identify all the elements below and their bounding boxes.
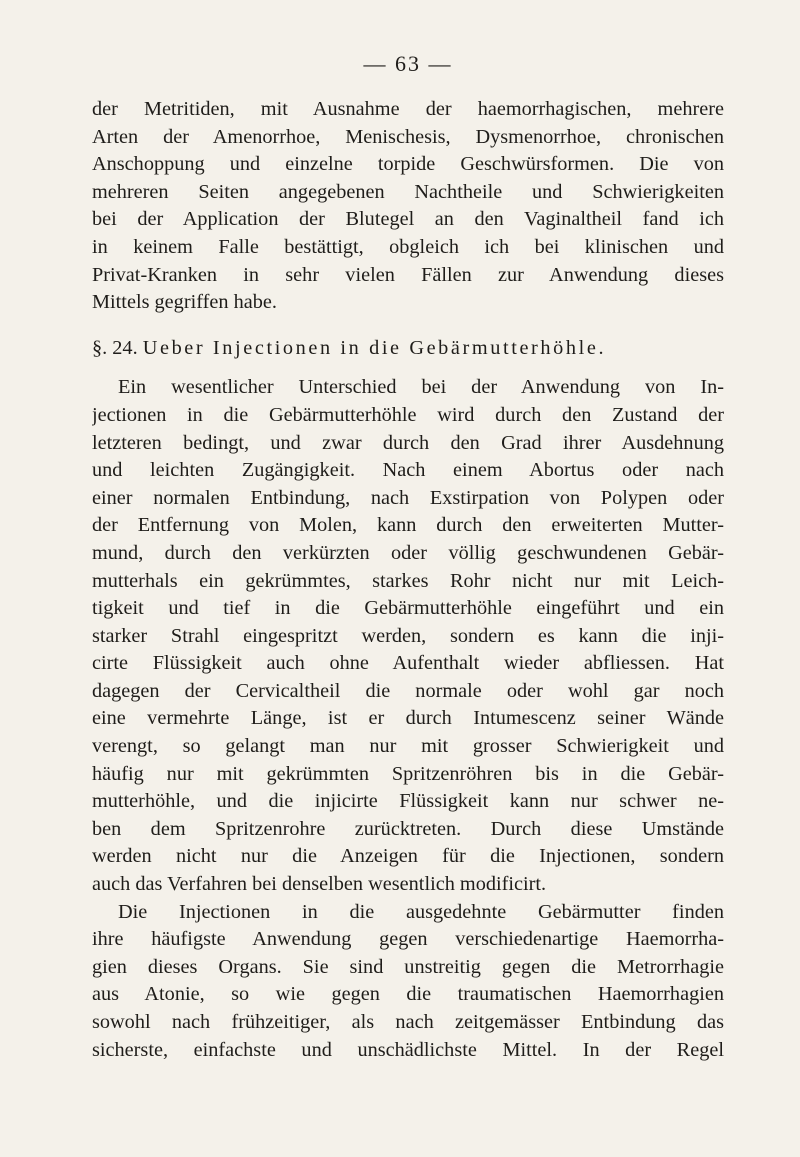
text-line: Ein wesentlicher Unterschied bei der Anwendung von In- <box>118 376 724 399</box>
text-line: dagegen der Cervicaltheil die normale oder wohl gar noch <box>92 679 724 702</box>
text-line: gien dieses Organs. Sie sind unstreitig gegen die Metrorrhagie <box>92 955 724 978</box>
section-title: Ueber Injectionen in die Gebärmutterhöhle. <box>142 336 607 359</box>
text-line: werden nicht nur die Anzeigen für die Injectionen, sondern <box>92 845 724 868</box>
text-line: Privat-Kranken in sehr vielen Fällen zur Anwendung dieses <box>92 263 724 286</box>
book-page <box>92 50 724 1064</box>
page-text <box>92 96 724 1064</box>
text-line: ben dem Spritzenrohre zurücktreten. Durch diese Umstände <box>92 817 724 840</box>
page-number: — 63 — <box>363 51 453 76</box>
text-line: mutterhals ein gekrümmtes, starkes Rohr nicht nur mit Leich- <box>92 569 724 592</box>
paragraph-1 <box>92 96 724 317</box>
section-heading <box>92 335 724 363</box>
text-line: jectionen in die Gebärmutterhöhle wird durch den Zustand der <box>92 403 724 426</box>
text-line: der Entfernung von Molen, kann durch den erweiterten Mutter- <box>92 514 724 537</box>
text-line: letzteren bedingt, und zwar durch den Grad ihrer Ausdehnung <box>92 431 724 454</box>
text-line: Die Injectionen in die ausgedehnte Gebärmutter finden <box>118 900 724 923</box>
paragraph-2 <box>92 374 724 898</box>
text-line: Arten der Amenorrhoe, Menischesis, Dysmenorrhoe, chronischen <box>92 125 724 148</box>
text-line: einer normalen Entbindung, nach Exstirpation von Polypen oder <box>92 486 724 509</box>
text-line: sicherste, einfachste und unschädlichste Mittel. In der Regel <box>92 1038 724 1061</box>
text-line: starker Strahl eingespritzt werden, sondern es kann die inji- <box>92 624 724 647</box>
text-line: in keinem Falle bestättigt, obgleich ich bei klinischen und <box>92 235 724 258</box>
text-line: auch das Verfahren bei denselben wesentlich modificirt. <box>92 873 547 896</box>
text-line: mund, durch den verkürzten oder völlig geschwundenen Gebär- <box>92 541 724 564</box>
text-line: bei der Application der Blutegel an den Vaginaltheil fand ich <box>92 208 724 231</box>
text-line: Mittels gegriffen habe. <box>92 291 277 314</box>
text-line: mehreren Seiten angegebenen Nachtheile und Schwierigkeiten <box>92 180 724 203</box>
text-line: häufig nur mit gekrümmten Spritzenröhren bis in die Gebär- <box>92 762 724 785</box>
text-line: tigkeit und tief in die Gebärmutterhöhle eingeführt und ein <box>92 597 724 620</box>
text-line: Anschoppung und einzelne torpide Geschwürsformen. Die von <box>92 153 724 176</box>
text-line: sowohl nach frühzeitiger, als nach zeitgemässer Entbindung das <box>92 1011 724 1033</box>
section-number: §. 24. <box>92 336 138 359</box>
text-line: der Metritiden, mit Ausnahme der haemorrhagischen, mehrere <box>92 98 724 120</box>
text-line: verengt, so gelangt man nur mit grosser Schwierigkeit und <box>92 735 724 758</box>
text-line: ihre häufigste Anwendung gegen verschiedenartige Haemorrha- <box>92 928 724 951</box>
text-line: mutterhöhle, und die injicirte Flüssigkeit kann nur schwer ne- <box>92 790 724 813</box>
text-line: cirte Flüssigkeit auch ohne Aufenthalt wieder abfliessen. Hat <box>92 652 724 675</box>
text-line: eine vermehrte Länge, ist er durch Intumescenz seiner Wände <box>92 707 724 730</box>
text-line: und leichten Zugängigkeit. Nach einem Abortus oder nach <box>92 459 724 482</box>
text-line: aus Atonie, so wie gegen die traumatischen Haemorrhagien <box>92 983 724 1006</box>
paragraph-3 <box>92 899 724 1065</box>
